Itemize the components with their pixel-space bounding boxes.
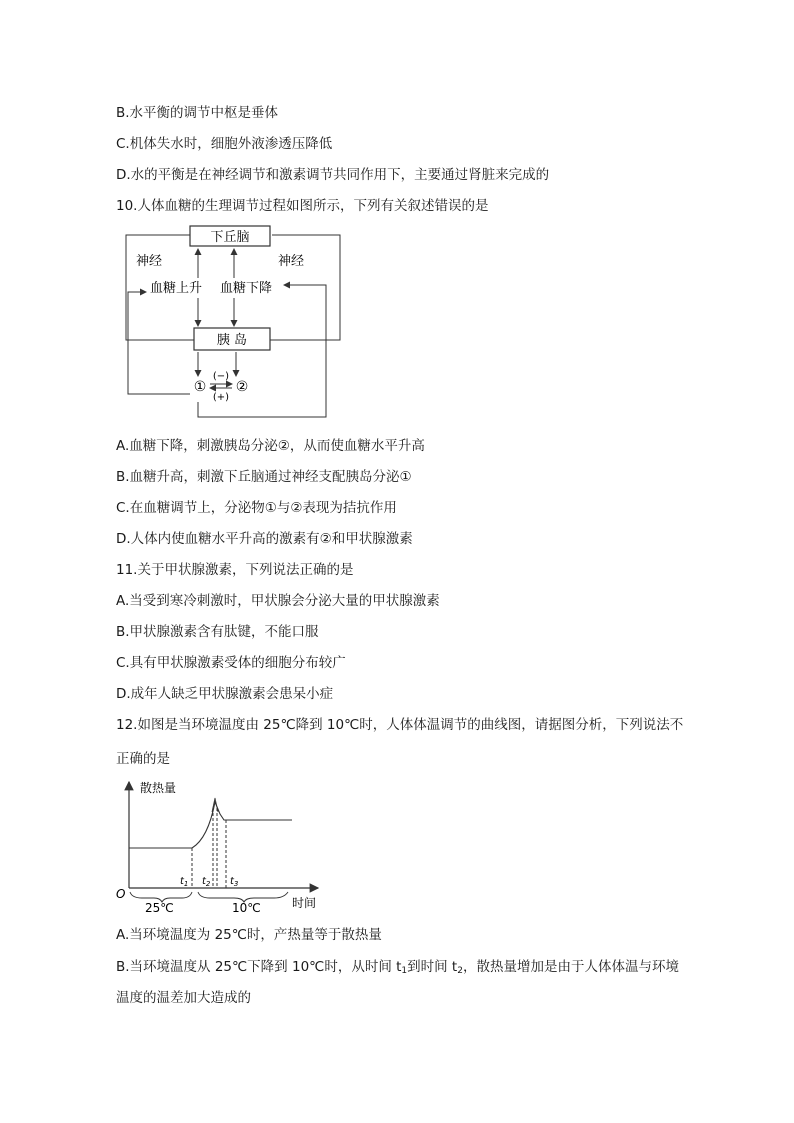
q10-stem: 10.人体血糖的生理调节过程如图所示，下列有关叙述错误的是 bbox=[116, 198, 489, 214]
promote-label: (+) bbox=[212, 392, 230, 403]
q12-stem-line1: 12.如图是当环境温度由 25℃降到 10℃时，人体体温调节的曲线图，请据图分析，下列说法不 bbox=[116, 717, 684, 733]
q9-option-d: D.水的平衡是在神经调节和激素调节共同作用下，主要通过肾脏来完成的 bbox=[116, 167, 550, 183]
q12-option-b-line1: B.当环境温度从 25℃下降到 10℃时，从时间 $t_1$到时间 $t_2$，散热量增加是由于人体体温与环境 bbox=[116, 959, 679, 976]
q11-option-a: A.当受到寒冷刺激时，甲状腺会分泌大量的甲状腺激素 bbox=[116, 593, 440, 609]
heat-dissipation-chart bbox=[112, 776, 332, 914]
right-nerve-line bbox=[270, 235, 340, 340]
inhibit-label: (−) bbox=[212, 371, 230, 382]
q10-option-d: D.人体内使血糖水平升高的激素有②和甲状腺激素 bbox=[116, 531, 413, 547]
tick-t2: $t_2$ bbox=[202, 876, 211, 888]
feedback-secretion1-loop bbox=[128, 292, 190, 394]
q11-option-b: B.甲状腺激素含有肽键，不能口服 bbox=[116, 624, 319, 640]
q10-option-c: C.在血糖调节上，分泌物①与②表现为拮抗作用 bbox=[116, 500, 397, 516]
secretion-1: ① bbox=[193, 379, 207, 395]
nerve-label-right: 神经 bbox=[278, 254, 305, 269]
q12-option-b-line2: 温度的温差加大造成的 bbox=[116, 990, 251, 1006]
temp-label-10c: 10℃ bbox=[232, 901, 261, 914]
glucose-up-label: 血糖上升 bbox=[150, 281, 203, 296]
tick-t3: $t_3$ bbox=[230, 876, 239, 888]
tick-t1: $t_1$ bbox=[180, 876, 189, 888]
q12-option-a: A.当环境温度为 25℃时，产热量等于散热量 bbox=[116, 927, 382, 943]
glucose-down-label: 血糖下降 bbox=[220, 281, 273, 296]
hypothalamus-label: 下丘脑 bbox=[210, 230, 250, 245]
q11-option-d: D.成年人缺乏甲状腺激素会患呆小症 bbox=[116, 686, 334, 702]
q9-option-c: C.机体失水时，细胞外液渗透压降低 bbox=[116, 136, 333, 152]
q11-stem: 11.关于甲状腺激素，下列说法正确的是 bbox=[116, 562, 354, 578]
secretion-2: ② bbox=[235, 379, 249, 395]
islet-label: 胰 岛 bbox=[216, 333, 248, 348]
nerve-label-left: 神经 bbox=[136, 254, 163, 269]
q12-stem-line2: 正确的是 bbox=[116, 751, 170, 767]
origin-label: O bbox=[116, 887, 126, 901]
temp-label-25c: 25℃ bbox=[145, 901, 174, 914]
glucose-regulation-diagram bbox=[118, 222, 348, 422]
q11-option-c: C.具有甲状腺激素受体的细胞分布较广 bbox=[116, 655, 346, 671]
q10-option-a: A.血糖下降，刺激胰岛分泌②，从而使血糖水平升高 bbox=[116, 438, 425, 454]
x-axis-label: 时间 bbox=[292, 896, 317, 910]
y-axis-label: 散热量 bbox=[140, 781, 177, 795]
q10-option-b: B.血糖升高，刺激下丘脑通过神经支配胰岛分泌① bbox=[116, 469, 412, 485]
series-line bbox=[129, 802, 292, 848]
q9-option-b: B.水平衡的调节中枢是垂体 bbox=[116, 105, 279, 121]
